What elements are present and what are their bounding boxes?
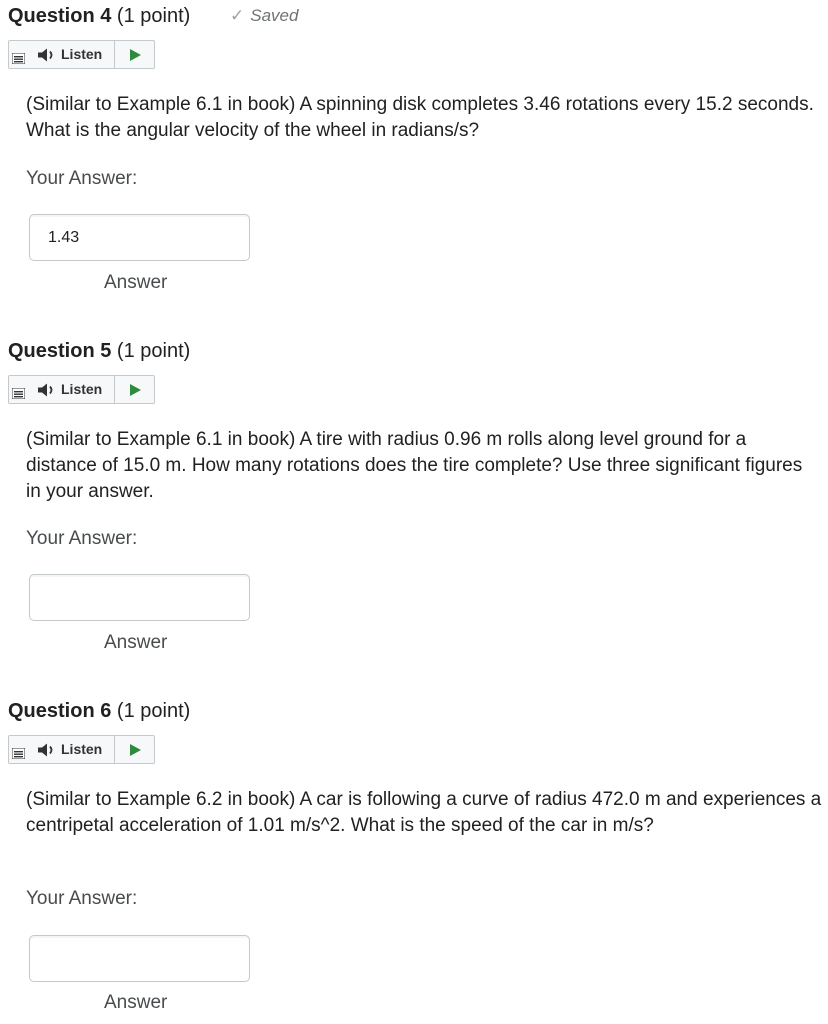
listen-button[interactable] <box>31 376 115 403</box>
question-header <box>8 697 190 725</box>
speaker-icon <box>37 383 59 397</box>
question-text: (Similar to Example 6.2 in book) A car is following a curve of radius 472.0 m and experiences a centripetal acceleration of 1.01 m/s^2. What is the speed of the car in m/s? <box>26 789 822 836</box>
listen-button[interactable] <box>31 736 115 763</box>
question-header <box>8 2 190 30</box>
question-points: (1 point) <box>116 340 191 362</box>
your-answer-label: Your Answer: <box>26 168 138 189</box>
question-text: (Similar to Example 6.1 in book) A spinning disk completes 3.46 rotations every 15.2 seconds. What is the angular velocity of the wheel in radians/s? <box>26 94 814 141</box>
saved-label: Saved <box>250 6 299 25</box>
question-text: (Similar to Example 6.1 in book) A tire with radius 0.96 m rolls along level ground for a distance of 15.0 m. How many rotations does the tire complete? Use three significant figures in your answer. <box>26 429 803 502</box>
play-button[interactable] <box>115 41 155 68</box>
listen-toolbar <box>8 375 155 404</box>
answer-label: Answer <box>104 632 168 653</box>
listen-label: Listen <box>61 46 103 62</box>
answer-input[interactable] <box>29 935 250 982</box>
question-title: Question 5 <box>8 340 112 362</box>
your-answer-label: Your Answer: <box>26 528 138 549</box>
speaker-icon <box>37 48 59 62</box>
check-icon: ✓ <box>230 6 245 25</box>
listen-toolbar <box>8 40 155 69</box>
listen-menu-button[interactable] <box>9 41 31 68</box>
answer-label: Answer <box>104 272 168 293</box>
play-button[interactable] <box>115 376 155 403</box>
listen-label: Listen <box>61 741 103 757</box>
question-header <box>8 337 190 365</box>
play-icon <box>130 384 142 396</box>
listen-label: Listen <box>61 381 103 397</box>
question-title: Question 4 <box>8 5 112 27</box>
your-answer-label: Your Answer: <box>26 888 138 909</box>
play-icon <box>130 49 142 61</box>
saved-status <box>230 4 298 28</box>
question-points: (1 point) <box>116 5 191 27</box>
question-title: Question 6 <box>8 700 112 722</box>
listen-toolbar <box>8 735 155 764</box>
answer-label: Answer <box>104 992 168 1013</box>
menu-icon <box>12 748 25 759</box>
play-button[interactable] <box>115 736 155 763</box>
listen-menu-button[interactable] <box>9 736 31 763</box>
menu-icon <box>12 53 25 64</box>
answer-input[interactable] <box>29 574 250 621</box>
speaker-icon <box>37 743 59 757</box>
answer-input[interactable] <box>29 214 250 261</box>
listen-button[interactable] <box>31 41 115 68</box>
play-icon <box>130 744 142 756</box>
menu-icon <box>12 388 25 399</box>
listen-menu-button[interactable] <box>9 376 31 403</box>
question-points: (1 point) <box>116 700 191 722</box>
